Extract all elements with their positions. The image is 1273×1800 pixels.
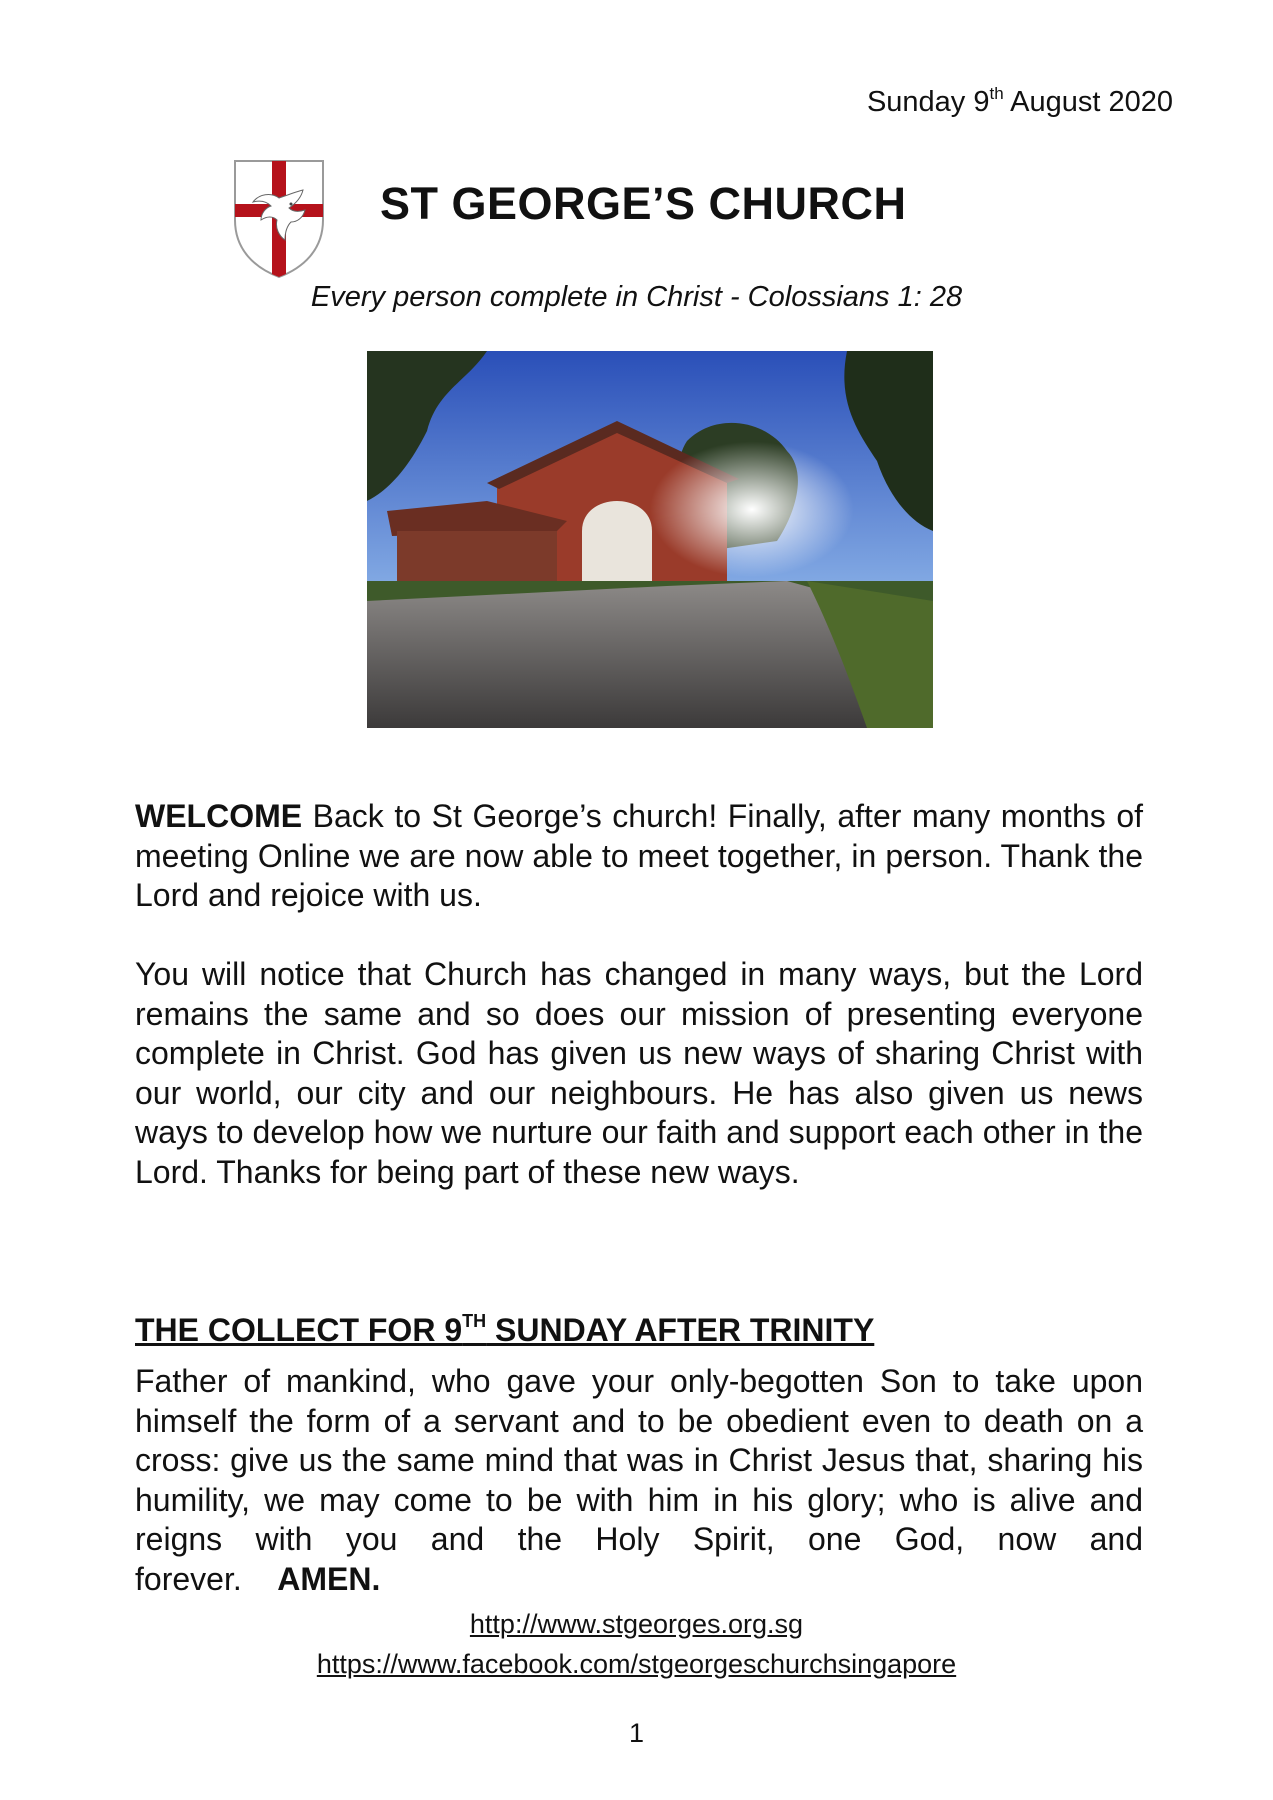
changes-paragraph: You will notice that Church has changed in many ways, but the Lord remains the same and so does our mission of presenting everyone complete in Christ. God has given us new ways of sharing Christ with our world, our city and our neighbours. He has also given us news ways to develop how we nurture our faith and support each other in the Lord. Thanks for being part of these new ways. bbox=[135, 956, 1143, 1190]
welcome-lead: WELCOME bbox=[135, 798, 303, 834]
website-link[interactable]: http://www.stgeorges.org.sg bbox=[469, 1609, 804, 1639]
amen: AMEN. bbox=[277, 1560, 381, 1597]
church-crest-logo bbox=[231, 158, 327, 280]
welcome-text: Back to St George’s church! Finally, after many months of meeting Online we are now able to meet together, in person. Thank the Lord and rejoice with us. bbox=[135, 798, 1143, 913]
service-date: Sunday 9th August 2020 bbox=[866, 84, 1173, 118]
church-building-photo bbox=[367, 351, 933, 728]
motto: Every person complete in Christ - Colossians 1: 28 bbox=[310, 281, 963, 313]
page-number: 1 bbox=[628, 1718, 645, 1748]
collect-heading: THE COLLECT FOR 9TH SUNDAY AFTER TRINITY bbox=[135, 1311, 875, 1348]
collect-prayer bbox=[135, 1362, 1143, 1599]
collect-text: Father of mankind, who gave your only-begotten Son to take upon himself the form of a servant and to be obedient even to death on a cross: give us the same mind that was in Christ Jesus that, sharing his humility, we may come to be with him in his glory; who is alive and reigns with you and the Holy Spirit, one God, now and forever. bbox=[135, 1363, 1143, 1597]
facebook-link[interactable]: https://www.facebook.com/stgeorgeschurchsingapore bbox=[316, 1649, 957, 1679]
church-name-title: ST GEORGE’S CHURCH bbox=[380, 178, 907, 229]
welcome-paragraph bbox=[135, 797, 1143, 916]
